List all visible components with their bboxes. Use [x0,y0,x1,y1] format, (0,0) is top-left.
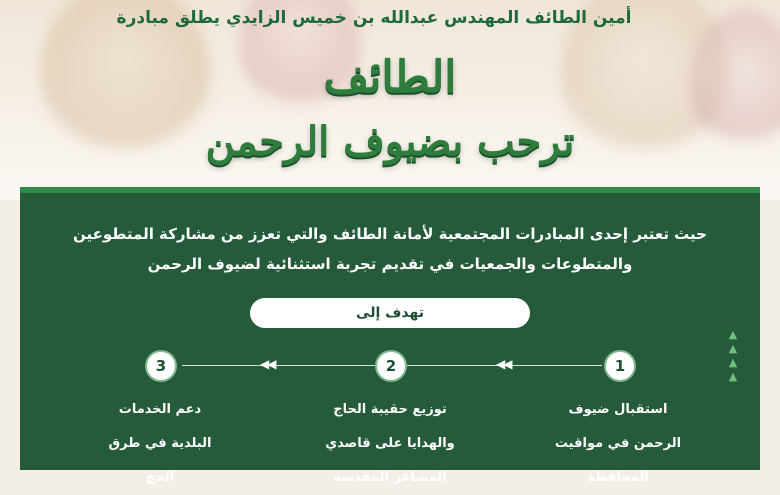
step-number-2: 2 [375,350,407,382]
steps-timeline [20,349,760,381]
step-number-3: 3 [145,350,177,382]
step-3-text [70,393,250,495]
hero-banner [0,0,780,200]
intro-line: حيث تعتبر إحدى المبادرات المجتمعية لأمانة الطائف والتي تعزز من مشاركة المتطوعين [73,225,707,243]
step-1-text [528,393,708,495]
step-line: المحافظة [587,470,649,485]
step-line: البلدية في طرق [108,436,212,451]
intro-text [50,219,730,279]
step-number-1: 1 [604,350,636,382]
step-line: دعم الخدمات [118,402,202,417]
intro-line: والمتطوعات والجمعيات في تقديم تجربة استثنائية لضيوف الرحمن [147,255,633,273]
brand-title-line1: الطائف [323,52,457,103]
step-line: الرحمن في مواقيت [554,436,682,451]
decorative-arrows-icon: ▲ ▲ ▲ ▲ [728,328,738,383]
arrow-left-icon: ◀◀ [496,357,511,371]
step-line: الحج [145,470,175,485]
arrow-left-icon: ◀◀ [260,357,275,371]
brand-title-line2: ترحب بضيوف الرحمن [205,118,575,165]
goal-label-pill: تهدف إلى [250,298,530,328]
step-line: توزيع حقيبة الحاج [333,402,447,417]
initiative-panel [20,187,760,485]
step-line: المشاعر المقدسة [333,470,447,485]
step-line: استقبال ضيوف [568,402,668,417]
step-2-text [300,393,480,495]
step-line: والهدايا على قاصدي [325,436,455,451]
announcement-headline: أمين الطائف المهندس عبدالله بن خميس الزايدي يطلق مبادرة [116,8,632,28]
